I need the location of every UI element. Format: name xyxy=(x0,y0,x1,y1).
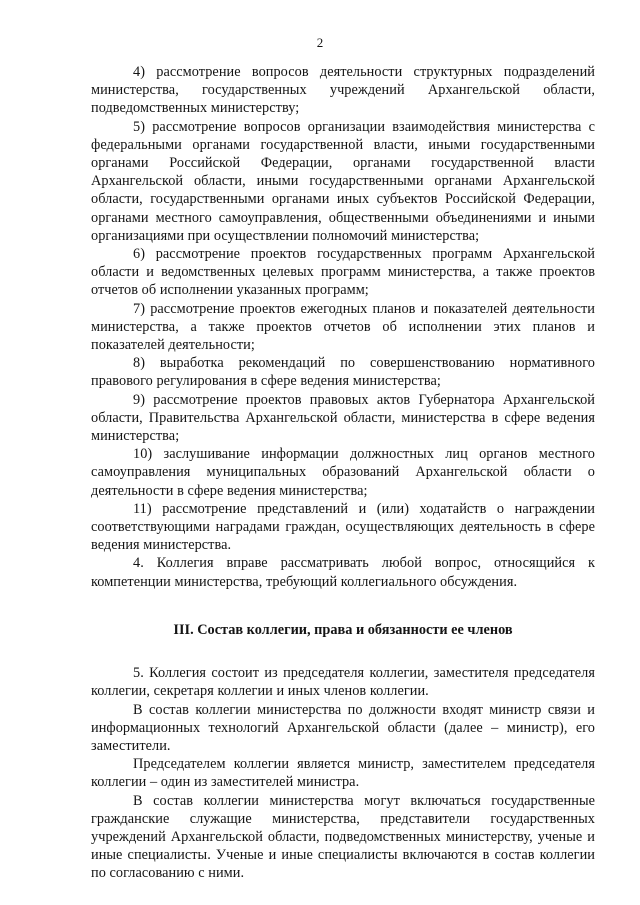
list-item-7: 7) рассмотрение проектов ежегодных планов и показателей деятельности министерства, а также проектов отчетов об исполнении этих планов и показателей деятельности; xyxy=(91,300,595,354)
paragraph-chairman: Председателем коллегии является министр, заместителем председателя коллегии – один из заместителей министра. xyxy=(91,756,595,791)
paragraph-composition: В состав коллегии министерства по должности входят министр связи и информационных технологий Архангельской области (далее – министр), его заместители. xyxy=(91,701,595,754)
list-item-5: 5) рассмотрение вопросов организации взаимодействия министерства с федеральными органами государственной власти, иными государственными органами Российской Федерации, органами государственной власти Архангельской области, иными государственными органами Архангельской области, государственными органами иных субъектов Российской Федерации, органами местного самоуправления, общественными объединениями и иными организациями при осуществлении полномочий министерства; xyxy=(91,118,595,244)
list-item-9: 9) рассмотрение проектов правовых актов Губернатора Архангельской области, Правительства Архангельской области, министерства в сфере ведения министерства; xyxy=(91,391,595,445)
document-body xyxy=(91,63,595,883)
section-heading: III. Состав коллегии, права и обязанности ее членов xyxy=(173,621,513,638)
list-item-6: 6) рассмотрение проектов государственных программ Архангельской области и ведомственных целевых программ министерства, а также проектов отчетов об исполнении указанных программ; xyxy=(91,246,595,299)
paragraph-4: 4. Коллегия вправе рассматривать любой вопрос, относящийся к компетенции министерства, требующий коллегиального обсуждения. xyxy=(91,555,595,590)
list-item-11: 11) рассмотрение представлений и (или) ходатайств о награждении соответствующими наградами граждан, осуществляющих деятельность в сфере ведения министерства. xyxy=(91,500,595,554)
page-number: 2 xyxy=(316,35,324,50)
list-item-4: 4) рассмотрение вопросов деятельности структурных подразделений министерства, государственных учреждений Архангельской области, подведомственных министерству; xyxy=(91,64,595,117)
paragraph-members: В состав коллегии министерства могут включаться государственные гражданские служащие министерства, представители государственных учреждений Архангельской области, подведомственных министерству, ученые и иные специалисты. Ученые и иные специалисты включаются в состав коллегии по согласованию с ними. xyxy=(91,792,595,882)
paragraph-5: 5. Коллегия состоит из председателя коллегии, заместителя председателя коллегии, секретаря коллегии и иных членов коллегии. xyxy=(91,665,595,700)
list-item-10: 10) заслушивание информации должностных лиц органов местного самоуправления муниципальных образований Архангельской области о деятельности в сфере ведения министерства; xyxy=(91,446,595,499)
list-item-8: 8) выработка рекомендаций по совершенствованию нормативного правового регулирования в сфере ведения министерства; xyxy=(91,355,595,390)
